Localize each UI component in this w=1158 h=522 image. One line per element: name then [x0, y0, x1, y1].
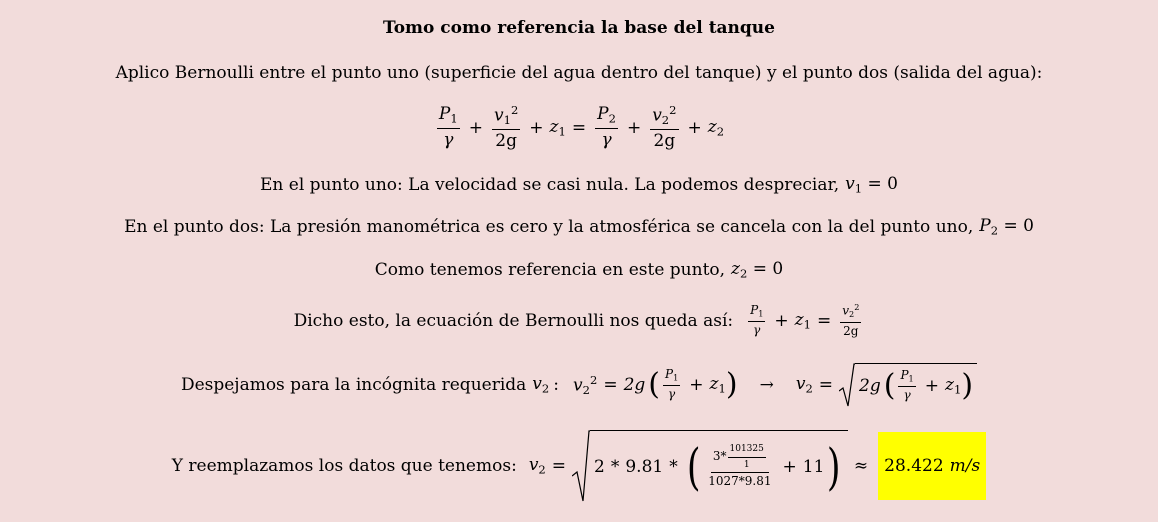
- replace-square-root: 2 * 9.81 * ( 3 * $\frac{101325}{1}$ 1027*9.81 + 11 ): [572, 430, 848, 502]
- plus-sign: +: [626, 118, 642, 138]
- radical-sign-icon: [572, 430, 590, 502]
- solve-var: $v_2$: [532, 374, 550, 396]
- point-two-math: $P_2 = 0$: [979, 216, 1034, 238]
- replace-var: $v_2$: [528, 455, 546, 477]
- solve-lhs: $v_2^2$: [573, 373, 598, 397]
- equals-sign: =: [571, 118, 587, 138]
- plus-sign: +: [687, 118, 702, 138]
- simplified-fraction-p1: $\frac{P_1}{\gamma}$: [750, 303, 764, 337]
- z2-term: $z_2$: [707, 117, 725, 139]
- replace-text: Y reemplazamos los datos que tenemos:: [171, 456, 517, 476]
- point-one-line: [0, 172, 1158, 198]
- reference-math: $z_2 = 0$: [731, 259, 784, 281]
- point-two-text: En el punto dos: La presión manométrica es cero y la atmosférica se cancela con la del punto uno,: [124, 217, 974, 237]
- solve-colon: :: [553, 375, 559, 395]
- plus-sign: +: [529, 118, 544, 138]
- plus-sign: +: [774, 311, 789, 331]
- result-unit: m/s: [949, 456, 981, 476]
- simplified-text: Dicho esto, la ecuación de Bernoulli nos queda así:: [293, 311, 734, 331]
- fraction-p1-gamma: $\frac{P_1}{\gamma}$: [438, 104, 458, 151]
- fraction-p2-gamma: $\frac{P_2}{\gamma}$: [597, 104, 616, 151]
- intro-line: [0, 60, 1158, 86]
- simplified-line: [0, 296, 1158, 346]
- z1-term: $z_1$: [549, 117, 566, 139]
- intro-text: Aplico Bernoulli entre el punto uno (superficie del agua dentro del tanque) y el punto dos (salida del agua):: [115, 63, 1043, 83]
- fraction-v2sq-2g: $\frac{v_2^2}{2g}$: [652, 103, 677, 152]
- result-highlight: [878, 432, 986, 500]
- equals-sign: =: [818, 375, 834, 395]
- replace-line: [0, 428, 1158, 504]
- replace-outer-fraction: 3 * $\frac{101325}{1}$ 1027*9.81: [708, 444, 772, 488]
- two-g: 2g: [623, 375, 646, 395]
- equals-sign: =: [603, 375, 618, 395]
- equals-sign: =: [551, 456, 567, 476]
- title-text: Tomo como referencia la base del tanque: [383, 18, 775, 38]
- solve-line: [0, 360, 1158, 410]
- plus-sign: +: [468, 118, 483, 138]
- solve-z1: $z_1$: [709, 374, 726, 396]
- square-root: 2g ( $\frac{P_1}{\gamma}$ + $z_1$ ): [839, 363, 977, 407]
- radical-sign-icon: [839, 363, 855, 407]
- solve-text: Despejamos para la incógnita requerida: [180, 375, 527, 395]
- point-one-text: En el punto uno: La velocidad se casi nula. La podemos despreciar,: [260, 175, 840, 195]
- arrow-icon: →: [759, 375, 774, 395]
- simplified-fraction-v2: $\frac{v_2^2}{2g}$: [842, 302, 860, 338]
- open-paren: (: [648, 367, 660, 402]
- close-paren: ): [725, 367, 738, 402]
- result-value: 28.422: [884, 456, 944, 476]
- plus-sign: +: [689, 375, 704, 395]
- bernoulli-equation: [0, 96, 1158, 160]
- solve-result-var: $v_2$: [795, 374, 813, 396]
- solve-fraction: $\frac{P_1}{\gamma}$: [665, 367, 679, 401]
- page-title: [0, 15, 1158, 41]
- approx-sign: ≈: [853, 456, 869, 476]
- reference-text: Como tenemos referencia en este punto,: [374, 260, 726, 280]
- reference-line: [0, 257, 1158, 283]
- fraction-v1sq-2g: $\frac{v_1^2}{2g}$: [493, 103, 519, 152]
- point-two-line: [0, 214, 1158, 240]
- point-one-math: $v_1 = 0$: [845, 174, 898, 196]
- simplified-z1: $z_1$: [794, 310, 811, 332]
- equals-sign: =: [816, 311, 832, 331]
